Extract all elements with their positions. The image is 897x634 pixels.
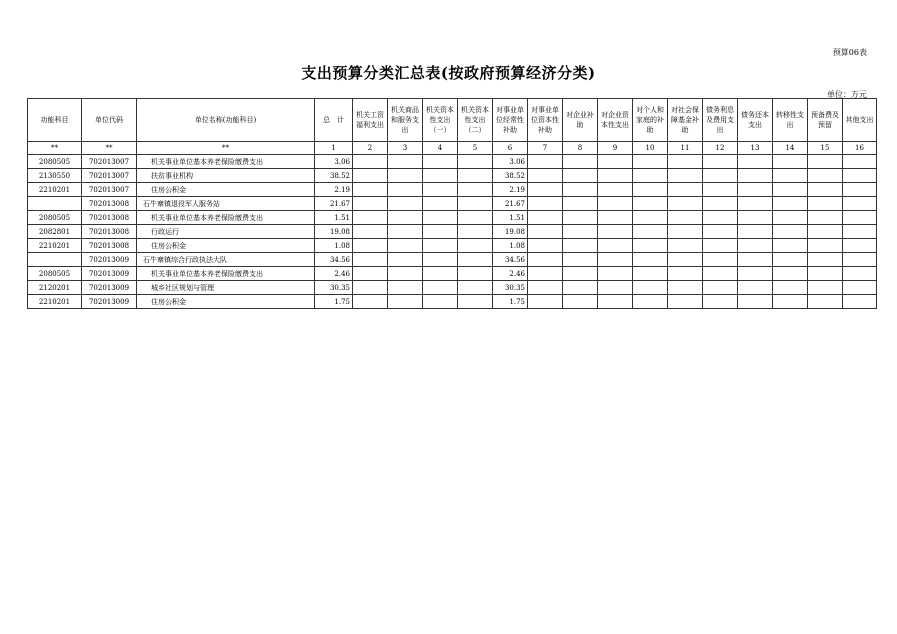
column-header: 机关商品和服务支出 [388,99,423,142]
cell-col-2 [353,197,388,211]
column-header: 债务利息及费用支出 [703,99,738,142]
cell-col-5 [458,267,493,281]
cell-col-2 [353,253,388,267]
column-number: 1 [315,142,353,155]
cell-unit-code: 702013009 [82,267,137,281]
cell-col-10 [633,155,668,169]
cell-col-11 [668,281,703,295]
cell-col-2 [353,211,388,225]
cell-col-3 [388,281,423,295]
cell-unit-code: 702013007 [82,155,137,169]
cell-col-4 [423,183,458,197]
cell-unit-name: 行政运行 [137,225,315,239]
cell-col-14 [773,169,808,183]
column-number: 6 [493,142,528,155]
cell-col-7 [528,183,563,197]
cell-col-16 [843,155,877,169]
cell-col-8 [563,197,598,211]
cell-col-13 [738,197,773,211]
cell-col-13 [738,295,773,309]
cell-col-9 [598,225,633,239]
cell-col-11 [668,225,703,239]
column-header: 债务还本支出 [738,99,773,142]
cell-col-4 [423,295,458,309]
cell-unit-code: 702013007 [82,183,137,197]
cell-col-12 [703,267,738,281]
cell-col-13 [738,253,773,267]
cell-col-13 [738,281,773,295]
cell-col-7 [528,239,563,253]
cell-unit-name: 石牛寨镇综合行政执法大队 [137,253,315,267]
column-number: 9 [598,142,633,155]
cell-function-code: 2120201 [28,281,82,295]
cell-total: 1.08 [315,239,353,253]
cell-function-code: 2130550 [28,169,82,183]
cell-col-12 [703,295,738,309]
cell-col-6: 1.51 [493,211,528,225]
cell-col-13 [738,239,773,253]
cell-col-7 [528,155,563,169]
cell-col-16 [843,239,877,253]
cell-col-9 [598,197,633,211]
cell-col-5 [458,225,493,239]
cell-function-code [28,253,82,267]
cell-col-9 [598,211,633,225]
column-header: 单位代码 [82,99,137,142]
cell-col-7 [528,253,563,267]
cell-col-12 [703,253,738,267]
column-header: 机关工资福利支出 [353,99,388,142]
budget-table [27,98,877,309]
cell-col-7 [528,281,563,295]
cell-col-12 [703,155,738,169]
cell-col-4 [423,225,458,239]
cell-unit-code: 702013009 [82,281,137,295]
column-header: 对企业补助 [563,99,598,142]
column-header: 对事业单位经常性补助 [493,99,528,142]
cell-col-11 [668,155,703,169]
cell-col-3 [388,253,423,267]
column-header: 对企业资本性支出 [598,99,633,142]
cell-col-9 [598,295,633,309]
cell-col-2 [353,169,388,183]
cell-col-14 [773,295,808,309]
cell-col-15 [808,183,843,197]
cell-total: 2.19 [315,183,353,197]
cell-col-12 [703,225,738,239]
cell-col-12 [703,183,738,197]
cell-col-11 [668,295,703,309]
cell-col-13 [738,155,773,169]
cell-col-5 [458,169,493,183]
cell-col-10 [633,267,668,281]
cell-col-10 [633,239,668,253]
cell-col-16 [843,225,877,239]
cell-total: 30.35 [315,281,353,295]
table-row [28,239,877,253]
cell-col-13 [738,183,773,197]
cell-col-2 [353,183,388,197]
cell-col-9 [598,169,633,183]
cell-col-11 [668,211,703,225]
cell-col-9 [598,183,633,197]
column-header: 转移性支出 [773,99,808,142]
column-header: 单位名称(功能科目) [137,99,315,142]
cell-col-5 [458,183,493,197]
cell-col-7 [528,225,563,239]
column-number: 2 [353,142,388,155]
cell-col-3 [388,211,423,225]
cell-col-7 [528,295,563,309]
cell-col-6: 30.35 [493,281,528,295]
cell-col-10 [633,281,668,295]
cell-col-3 [388,155,423,169]
column-header: 机关资本性支出（二） [458,99,493,142]
table-row [28,169,877,183]
table-body [28,155,877,309]
cell-col-6: 2.19 [493,183,528,197]
column-number: 13 [738,142,773,155]
cell-col-7 [528,267,563,281]
table-row [28,183,877,197]
cell-col-7 [528,211,563,225]
cell-total: 3.06 [315,155,353,169]
cell-col-8 [563,169,598,183]
cell-col-4 [423,155,458,169]
cell-col-3 [388,183,423,197]
unit-label: 单位：万元 [827,90,867,99]
cell-col-10 [633,211,668,225]
cell-col-11 [668,239,703,253]
cell-col-8 [563,239,598,253]
cell-col-6: 34.56 [493,253,528,267]
cell-col-16 [843,267,877,281]
cell-function-code: 2210201 [28,183,82,197]
cell-col-11 [668,169,703,183]
cell-col-2 [353,295,388,309]
cell-col-5 [458,281,493,295]
column-number: 11 [668,142,703,155]
cell-col-13 [738,169,773,183]
cell-col-16 [843,253,877,267]
cell-unit-code: 702013008 [82,239,137,253]
column-header: 总 计 [315,99,353,142]
cell-col-15 [808,169,843,183]
cell-unit-name: 扶贫事业机构 [137,169,315,183]
cell-col-14 [773,197,808,211]
column-header: 功能科目 [28,99,82,142]
cell-col-14 [773,225,808,239]
cell-total: 34.56 [315,253,353,267]
cell-col-2 [353,267,388,281]
cell-col-6: 3.06 [493,155,528,169]
cell-col-11 [668,267,703,281]
column-header: 对事业单位资本性补助 [528,99,563,142]
cell-col-3 [388,169,423,183]
cell-col-12 [703,169,738,183]
cell-total: 19.08 [315,225,353,239]
cell-col-10 [633,295,668,309]
cell-col-15 [808,281,843,295]
cell-col-5 [458,253,493,267]
cell-col-13 [738,225,773,239]
cell-col-9 [598,281,633,295]
cell-col-8 [563,267,598,281]
cell-unit-code: 702013008 [82,211,137,225]
cell-col-6: 38.52 [493,169,528,183]
cell-function-code: 2080505 [28,155,82,169]
cell-unit-name: 住房公积金 [137,239,315,253]
column-number: ** [82,142,137,155]
table-row [28,253,877,267]
column-number: 12 [703,142,738,155]
table-row [28,155,877,169]
cell-col-10 [633,253,668,267]
cell-col-13 [738,267,773,281]
cell-unit-name: 城乡社区规划与管理 [137,281,315,295]
cell-col-16 [843,295,877,309]
form-number: 预算06表 [832,48,867,57]
column-number-row [28,142,877,155]
cell-col-3 [388,267,423,281]
cell-function-code: 2082801 [28,225,82,239]
cell-col-16 [843,183,877,197]
cell-unit-code: 702013007 [82,169,137,183]
cell-col-15 [808,211,843,225]
cell-unit-code: 702013008 [82,225,137,239]
cell-col-3 [388,295,423,309]
cell-col-6: 1.75 [493,295,528,309]
cell-col-11 [668,183,703,197]
cell-unit-name: 机关事业单位基本养老保险缴费支出 [137,211,315,225]
column-number: 3 [388,142,423,155]
cell-col-11 [668,197,703,211]
cell-function-code: 2210201 [28,239,82,253]
cell-col-15 [808,253,843,267]
column-number: 8 [563,142,598,155]
cell-col-12 [703,197,738,211]
cell-col-4 [423,267,458,281]
column-header: 对社会保障基金补助 [668,99,703,142]
cell-col-4 [423,197,458,211]
cell-col-4 [423,281,458,295]
cell-col-4 [423,253,458,267]
column-header: 预备费及预留 [808,99,843,142]
cell-col-8 [563,225,598,239]
cell-col-4 [423,211,458,225]
column-header: 其他支出 [843,99,877,142]
cell-unit-name: 机关事业单位基本养老保险缴费支出 [137,267,315,281]
cell-col-2 [353,155,388,169]
cell-col-8 [563,183,598,197]
column-number: 4 [423,142,458,155]
table-row [28,225,877,239]
cell-col-4 [423,239,458,253]
cell-col-8 [563,155,598,169]
cell-col-8 [563,281,598,295]
cell-col-9 [598,155,633,169]
cell-unit-name: 石牛寨镇退役军人服务站 [137,197,315,211]
column-number: 15 [808,142,843,155]
cell-col-15 [808,267,843,281]
table-row [28,211,877,225]
table-row [28,281,877,295]
cell-col-9 [598,239,633,253]
cell-col-10 [633,169,668,183]
cell-col-12 [703,281,738,295]
cell-unit-name: 机关事业单位基本养老保险缴费支出 [137,155,315,169]
table-row [28,197,877,211]
column-header: 对个人和家庭的补助 [633,99,668,142]
cell-col-14 [773,253,808,267]
cell-col-13 [738,211,773,225]
cell-col-9 [598,267,633,281]
cell-col-7 [528,197,563,211]
cell-function-code: 2210201 [28,295,82,309]
table-row [28,295,877,309]
cell-col-5 [458,211,493,225]
cell-col-15 [808,155,843,169]
cell-col-14 [773,267,808,281]
cell-col-4 [423,169,458,183]
cell-col-5 [458,295,493,309]
cell-col-6: 19.08 [493,225,528,239]
cell-col-15 [808,239,843,253]
cell-col-14 [773,281,808,295]
table-row [28,267,877,281]
cell-total: 1.75 [315,295,353,309]
column-number: 5 [458,142,493,155]
cell-col-15 [808,225,843,239]
cell-col-3 [388,197,423,211]
cell-col-8 [563,211,598,225]
cell-unit-code: 702013008 [82,197,137,211]
cell-unit-code: 702013009 [82,253,137,267]
cell-col-14 [773,155,808,169]
cell-total: 1.51 [315,211,353,225]
cell-col-16 [843,281,877,295]
cell-col-12 [703,211,738,225]
cell-col-16 [843,211,877,225]
column-number: 7 [528,142,563,155]
cell-col-16 [843,169,877,183]
cell-col-8 [563,295,598,309]
cell-unit-name: 住房公积金 [137,295,315,309]
cell-col-8 [563,253,598,267]
cell-col-3 [388,239,423,253]
cell-col-7 [528,169,563,183]
table-header-row [28,99,877,142]
cell-unit-name: 住房公积金 [137,183,315,197]
cell-col-10 [633,197,668,211]
cell-col-14 [773,211,808,225]
cell-col-10 [633,183,668,197]
cell-function-code: 2080505 [28,211,82,225]
cell-col-2 [353,225,388,239]
cell-col-14 [773,183,808,197]
column-number: 14 [773,142,808,155]
column-number: ** [137,142,315,155]
cell-function-code: 2080505 [28,267,82,281]
cell-total: 21.67 [315,197,353,211]
cell-col-5 [458,155,493,169]
page-title: 支出预算分类汇总表(按政府预算经济分类) [301,64,596,82]
cell-col-2 [353,239,388,253]
cell-col-5 [458,197,493,211]
cell-col-12 [703,239,738,253]
column-number: 10 [633,142,668,155]
cell-col-14 [773,239,808,253]
cell-col-6: 21.67 [493,197,528,211]
column-number: ** [28,142,82,155]
cell-col-16 [843,197,877,211]
cell-col-6: 1.08 [493,239,528,253]
cell-col-6: 2.46 [493,267,528,281]
cell-col-3 [388,225,423,239]
column-header: 机关资本性支出（一） [423,99,458,142]
cell-col-5 [458,239,493,253]
cell-col-15 [808,295,843,309]
cell-col-2 [353,281,388,295]
column-number: 16 [843,142,877,155]
cell-total: 2.46 [315,267,353,281]
cell-unit-code: 702013009 [82,295,137,309]
cell-col-9 [598,253,633,267]
cell-col-11 [668,253,703,267]
cell-col-10 [633,225,668,239]
cell-col-15 [808,197,843,211]
cell-function-code [28,197,82,211]
cell-total: 38.52 [315,169,353,183]
